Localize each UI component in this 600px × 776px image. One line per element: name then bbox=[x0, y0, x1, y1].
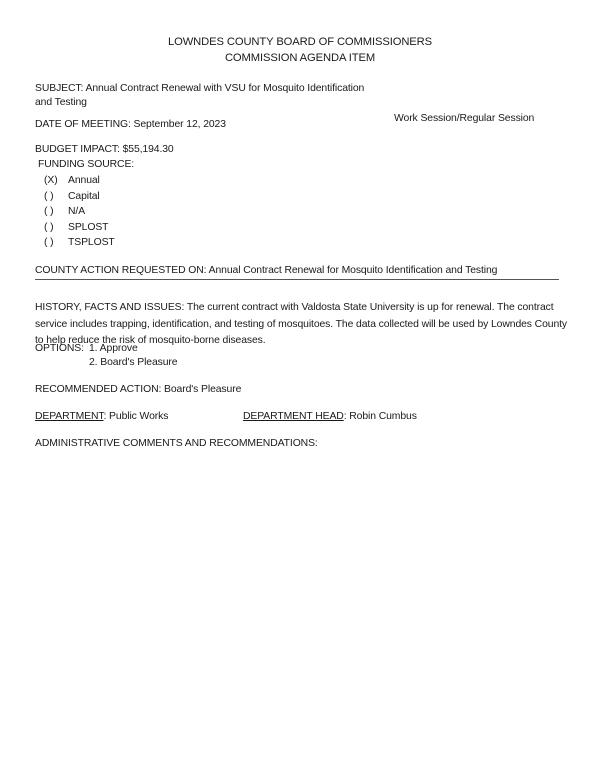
funding-checkbox-mark: (X) bbox=[44, 175, 58, 186]
funding-checkbox-mark: ( ) bbox=[44, 191, 54, 202]
funding-option-splost bbox=[44, 222, 108, 233]
funding-option-na bbox=[44, 206, 85, 217]
funding-checkbox-mark: ( ) bbox=[44, 206, 54, 217]
funding-option-label: SPLOST bbox=[68, 222, 109, 233]
department-head-label: DEPARTMENT HEAD bbox=[243, 411, 344, 422]
options-label: OPTIONS: bbox=[35, 343, 84, 354]
department-head-value: : Robin Cumbus bbox=[343, 411, 417, 422]
department-head bbox=[243, 411, 417, 422]
funding-option-label: Annual bbox=[68, 175, 100, 186]
funding-option-label: N/A bbox=[68, 206, 86, 217]
document-subtitle: COMMISSION AGENDA ITEM bbox=[224, 52, 376, 64]
county-action-requested: COUNTY ACTION REQUESTED ON: Annual Contract Renewal for Mosquito Identification and Testing bbox=[35, 265, 498, 276]
funding-option-label: TSPLOST bbox=[68, 237, 115, 248]
subject-line-1: SUBJECT: Annual Contract Renewal with VSU for Mosquito Identification bbox=[35, 83, 365, 94]
subject-line-2: and Testing bbox=[35, 97, 87, 108]
document-title: LOWNDES COUNTY BOARD OF COMMISSIONERS bbox=[168, 36, 432, 48]
history-facts-issues: HISTORY, FACTS AND ISSUES: The current contract with Valdosta State University is up for renewal. The contract service includes trapping, identification, and testing of mosquitoes. The data collected will be used by Lowndes County to help reduce the risk of mosquito-borne diseases. bbox=[35, 302, 568, 346]
meeting-date: DATE OF MEETING: September 12, 2023 bbox=[35, 119, 226, 130]
funding-checkbox-mark: ( ) bbox=[44, 237, 54, 248]
funding-source-label: FUNDING SOURCE: bbox=[38, 159, 135, 170]
department bbox=[35, 411, 168, 422]
budget-impact: BUDGET IMPACT: $55,194.30 bbox=[35, 144, 174, 155]
option-item-1: 1. Approve bbox=[89, 343, 138, 354]
funding-option-annual bbox=[44, 175, 100, 186]
department-label: DEPARTMENT bbox=[35, 411, 104, 422]
funding-option-label: Capital bbox=[68, 191, 100, 202]
funding-checkbox-mark: ( ) bbox=[44, 222, 54, 233]
administrative-comments: ADMINISTRATIVE COMMENTS AND RECOMMENDATIONS: bbox=[35, 438, 318, 449]
department-value: : Public Works bbox=[103, 411, 169, 422]
session-type: Work Session/Regular Session bbox=[394, 113, 535, 124]
recommended-action: RECOMMENDED ACTION: Board's Pleasure bbox=[35, 384, 242, 395]
funding-option-capital bbox=[44, 191, 100, 202]
option-item-2: 2. Board's Pleasure bbox=[89, 357, 178, 368]
section-divider bbox=[35, 279, 559, 280]
funding-option-tsplost bbox=[44, 237, 115, 248]
